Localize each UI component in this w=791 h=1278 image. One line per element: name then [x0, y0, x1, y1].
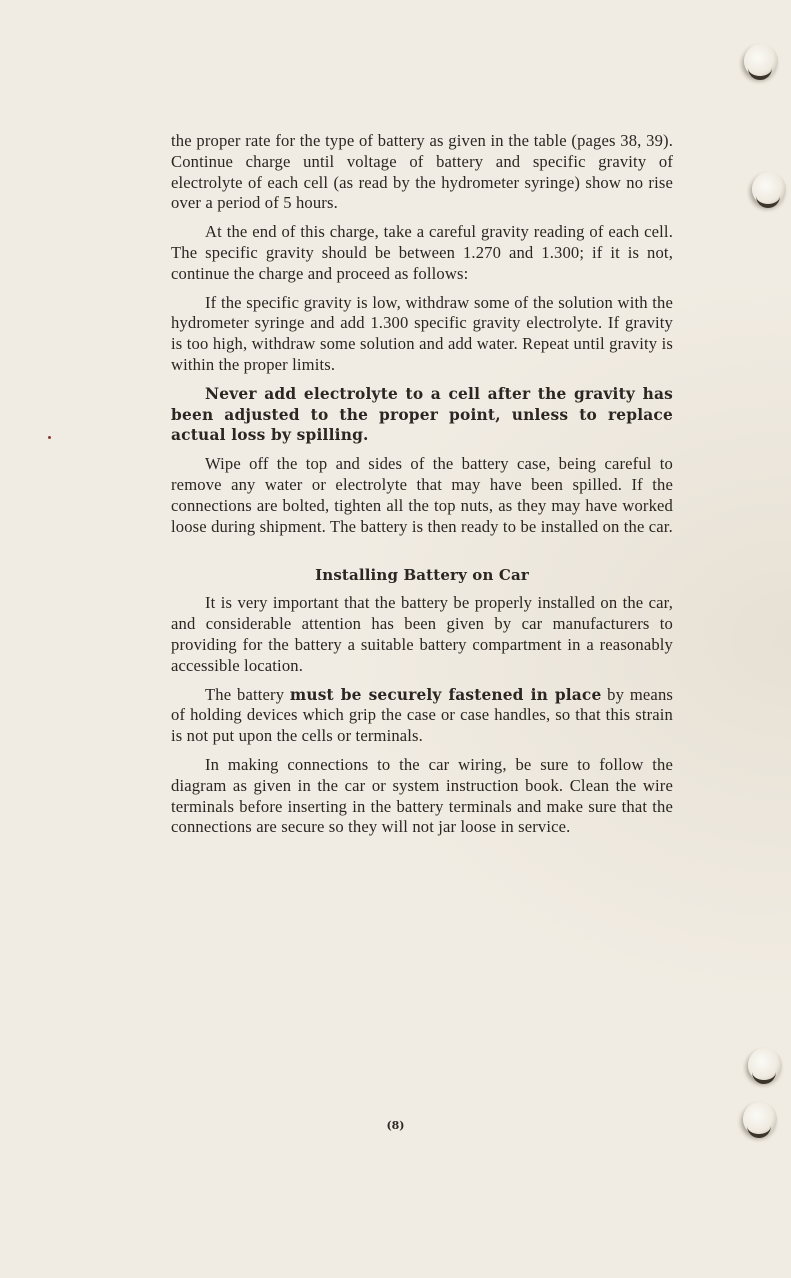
paragraph: At the end of this charge, take a careful gravity reading of each cell. The specific gravity should be between 1.270 and 1.300; if it is not, continue the charge and proceed as follows:	[171, 222, 673, 283]
paragraph: Wipe off the top and sides of the battery case, being careful to remove any water or electrolyte that may have been spilled. If the connections are bolted, tighten all the top nuts, as they may have worked loose during shipment. The battery is then ready to be installed on the car.	[171, 454, 673, 536]
paragraph: If the specific gravity is low, withdraw some of the solution with the hydrometer syringe and add 1.300 specific gravity electrolyte. If gravity is too high, withdraw some solution and add water. Repeat until gravity is within the proper limits.	[171, 292, 673, 374]
paragraph: It is very important that the battery be properly installed on the car, and considerable attention has been given by car manufacturers to providing for the battery a suitable battery compartment in a reasonably accessible location.	[171, 593, 673, 675]
paragraph: the proper rate for the type of battery as given in the table (pages 38, 39). Continue charge until voltage of battery and specific gravity of electrolyte of each cell (as read by the hydrometer syringe) show no rise over a period of 5 hours.	[171, 131, 673, 213]
paper-speck	[48, 436, 51, 439]
emphasis-text: must be securely fastened in place	[289, 685, 602, 704]
paragraph	[171, 685, 673, 747]
binder-hole-1	[744, 44, 778, 78]
paragraph: In making connections to the car wiring, be sure to follow the diagram as given in the car or system instruction book. Clean the wire terminals before inserting in the battery terminals and make sure that the connections are secure so they will not jar loose in service.	[171, 754, 673, 837]
paragraph-text: The battery	[205, 684, 290, 704]
binder-hole-3	[748, 1048, 782, 1082]
paragraph-text: by means of holding devices which grip the case or case handles, so that this strain is not put upon the cells or terminals.	[171, 684, 673, 746]
section-heading: Installing Battery on Car	[315, 566, 529, 585]
page-number: (8)	[386, 1119, 405, 1132]
body-text	[171, 131, 673, 846]
binder-hole-2	[752, 172, 786, 206]
warning-paragraph: Never add electrolyte to a cell after the gravity has been adjusted to the proper point, unless to replace actual loss by spilling.	[171, 384, 673, 445]
